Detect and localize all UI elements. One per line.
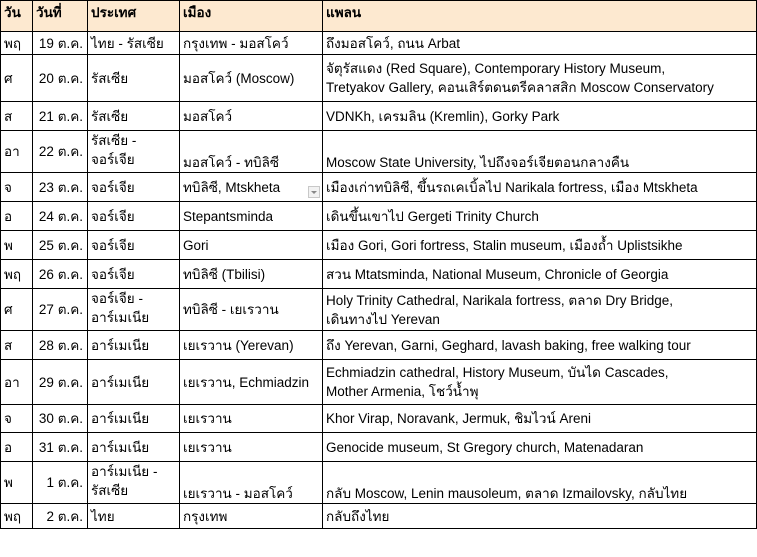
cell-country (88, 433, 180, 462)
cell-day: ศ (1, 289, 33, 331)
cell-country (88, 504, 180, 529)
cell-country-line: จอร์เจีย (91, 266, 135, 282)
itinerary-rows (1, 32, 757, 529)
cell-city: เยเรวาน, Echmiadzin (180, 360, 323, 405)
cell-country (88, 173, 180, 202)
table-row (1, 32, 757, 55)
cell-city: เยเรวาน - มอสโคว์ (180, 462, 323, 504)
header-date: วันที่ (33, 1, 88, 32)
cell-plan-line: Tretyakov Gallery, คอนเสิร์ตดนตรีคลาสสิก Moscow Conservatory (326, 80, 714, 95)
cell-city: ทบิลิซี (Tbilisi) (180, 260, 323, 289)
cell-date: 19 ต.ค. (33, 32, 88, 55)
cell-plan-line: สวน Mtatsminda, National Museum, Chronicle of Georgia (326, 266, 669, 282)
cell-date: 21 ต.ค. (33, 102, 88, 131)
cell-country (88, 360, 180, 405)
cell-country (88, 131, 180, 173)
cell-country (88, 202, 180, 231)
cell-country (88, 405, 180, 433)
cell-plan-line: เมือง Gori, Gori fortress, Stalin museum, เมืองถ้ำ Uplistsikhe (326, 237, 683, 253)
cell-day: ส (1, 331, 33, 360)
cell-city: เยเรวาน (Yerevan) (180, 331, 323, 360)
table-row (1, 462, 757, 504)
cell-plan-line: Mother Armenia, โชว์น้ำพุ (326, 384, 479, 399)
cell-plan (323, 405, 757, 433)
cell-day: อา (1, 131, 33, 173)
cell-day: พ (1, 231, 33, 260)
cell-plan (323, 331, 757, 360)
cell-day: อ (1, 433, 33, 462)
header-day: วัน (1, 1, 33, 32)
cell-city: มอสโคว์ (180, 102, 323, 131)
cell-day: จ (1, 173, 33, 202)
cell-day: พ (1, 462, 33, 504)
cell-date: 27 ต.ค. (33, 289, 88, 331)
cell-plan-line: Khor Virap, Noravank, Jermuk, ชิมไวน์ Areni (326, 411, 592, 426)
cell-plan-line: Genocide museum, St Gregory church, Matenadaran (326, 439, 644, 455)
table-row (1, 55, 757, 102)
cell-city: มอสโคว์ (Moscow) (180, 55, 323, 102)
cell-date: 26 ต.ค. (33, 260, 88, 289)
cell-date: 28 ต.ค. (33, 331, 88, 360)
cell-plan (323, 173, 757, 202)
table-row (1, 405, 757, 433)
cell-country-line: รัสเซีย - (91, 133, 137, 148)
cell-plan (323, 231, 757, 260)
cell-plan (323, 260, 757, 289)
cell-country-line: อาร์เมเนีย (91, 310, 150, 325)
cell-country-line: อาร์เมเนีย (91, 411, 150, 426)
cell-country-line: รัสเซีย (91, 108, 129, 124)
cell-date: 23 ต.ค. (33, 173, 88, 202)
table-row (1, 131, 757, 173)
cell-country-line: จอร์เจีย (91, 208, 135, 224)
chevron-down-icon[interactable] (308, 186, 320, 198)
cell-country (88, 55, 180, 102)
table-row (1, 289, 757, 331)
cell-plan-line: เดินขึ้นเขาไป Gergeti Trinity Church (326, 208, 539, 224)
cell-day: อ (1, 202, 33, 231)
cell-city: มอสโคว์ - ทบิลิซี (180, 131, 323, 173)
cell-plan-line: ถึงมอสโคว์, ถนน Arbat (326, 35, 461, 51)
cell-plan-line: Moscow State University, ไปถึงจอร์เจียตอนกลางคืน (326, 155, 630, 170)
cell-plan-line: เดินทางไป Yerevan (326, 311, 440, 327)
table-row (1, 360, 757, 405)
cell-country-line: จอร์เจีย - (91, 291, 143, 306)
cell-city: กรุงเทพ - มอสโคว์ (180, 32, 323, 55)
cell-city: ทบิลิซี, Mtskheta (180, 173, 323, 202)
cell-country-line: อาร์เมเนีย (91, 374, 150, 390)
cell-plan (323, 289, 757, 331)
cell-date: 24 ต.ค. (33, 202, 88, 231)
cell-date: 31 ต.ค. (33, 433, 88, 462)
cell-country (88, 32, 180, 55)
cell-day: พฤ (1, 504, 33, 529)
cell-day: อา (1, 360, 33, 405)
cell-plan (323, 202, 757, 231)
table-row (1, 102, 757, 131)
cell-country-line: รัสเซีย (91, 483, 129, 498)
cell-plan-line: Holy Trinity Cathedral, Narikala fortress, ตลาด Dry Bridge, (326, 292, 673, 308)
cell-city: Stepantsminda (180, 202, 323, 231)
cell-country (88, 231, 180, 260)
cell-plan (323, 504, 757, 529)
table-row (1, 202, 757, 231)
cell-country (88, 462, 180, 504)
cell-date: 25 ต.ค. (33, 231, 88, 260)
cell-country (88, 289, 180, 331)
cell-plan (323, 32, 757, 55)
cell-city: ทบิลิซี - เยเรวาน (180, 289, 323, 331)
table-row (1, 433, 757, 462)
cell-city: เยเรวาน (180, 405, 323, 433)
cell-plan (323, 131, 757, 173)
cell-country-line: อาร์เมเนีย - (91, 464, 158, 479)
cell-country (88, 260, 180, 289)
cell-plan-line: กลับถึงไทย (326, 508, 390, 524)
cell-country-line: ไทย (91, 508, 115, 524)
cell-day: ส (1, 102, 33, 131)
cell-country-line: อาร์เมเนีย (91, 337, 150, 353)
cell-plan (323, 55, 757, 102)
cell-plan (323, 360, 757, 405)
cell-plan-line: จัตุรัสแดง (Red Square), Contemporary History Museum, (326, 61, 666, 76)
cell-plan-line: ถึง Yerevan, Garni, Geghard, lavash baking, free walking tour (326, 337, 691, 353)
cell-date: 30 ต.ค. (33, 405, 88, 433)
cell-day: ศ (1, 55, 33, 102)
table-row (1, 260, 757, 289)
cell-day: พฤ (1, 260, 33, 289)
table-row (1, 173, 757, 202)
cell-country-line: จอร์เจีย (91, 179, 135, 195)
header-plan: แพลน (323, 1, 757, 32)
cell-day: พฤ (1, 32, 33, 55)
cell-plan-line: เมืองเก่าทบิลิซี, ขึ้นรถเคเบิ้ลไป Narikala fortress, เมือง Mtskheta (326, 179, 698, 195)
cell-plan (323, 102, 757, 131)
table-row (1, 504, 757, 529)
header-row (1, 1, 757, 32)
cell-city: Gori (180, 231, 323, 260)
table-row (1, 331, 757, 360)
cell-plan (323, 433, 757, 462)
cell-country (88, 102, 180, 131)
cell-day: จ (1, 405, 33, 433)
cell-city: กรุงเทพ (180, 504, 323, 529)
cell-plan-line: VDNKh, เครมลิน (Kremlin), Gorky Park (326, 108, 560, 124)
cell-country-line: จอร์เจีย (91, 237, 135, 253)
cell-date: 29 ต.ค. (33, 360, 88, 405)
cell-date: 2 ต.ค. (33, 504, 88, 529)
cell-country-line: จอร์เจีย (91, 152, 135, 167)
cell-date: 22 ต.ค. (33, 131, 88, 173)
cell-country-line: รัสเซีย (91, 70, 129, 86)
cell-country-line: อาร์เมเนีย (91, 439, 150, 455)
cell-city: เยเรวาน (180, 433, 323, 462)
table-row (1, 231, 757, 260)
header-country: ประเทศ (88, 1, 180, 32)
cell-country-line: ไทย - รัสเซีย (91, 35, 164, 51)
cell-date: 20 ต.ค. (33, 55, 88, 102)
header-city: เมือง (180, 1, 323, 32)
cell-plan (323, 462, 757, 504)
cell-plan-line: Echmiadzin cathedral, History Museum, บันได Cascades, (326, 365, 669, 380)
cell-date: 1 ต.ค. (33, 462, 88, 504)
cell-plan-line: กลับ Moscow, Lenin mausoleum, ตลาด Izmailovsky, กลับไทย (326, 486, 688, 501)
cell-country (88, 331, 180, 360)
